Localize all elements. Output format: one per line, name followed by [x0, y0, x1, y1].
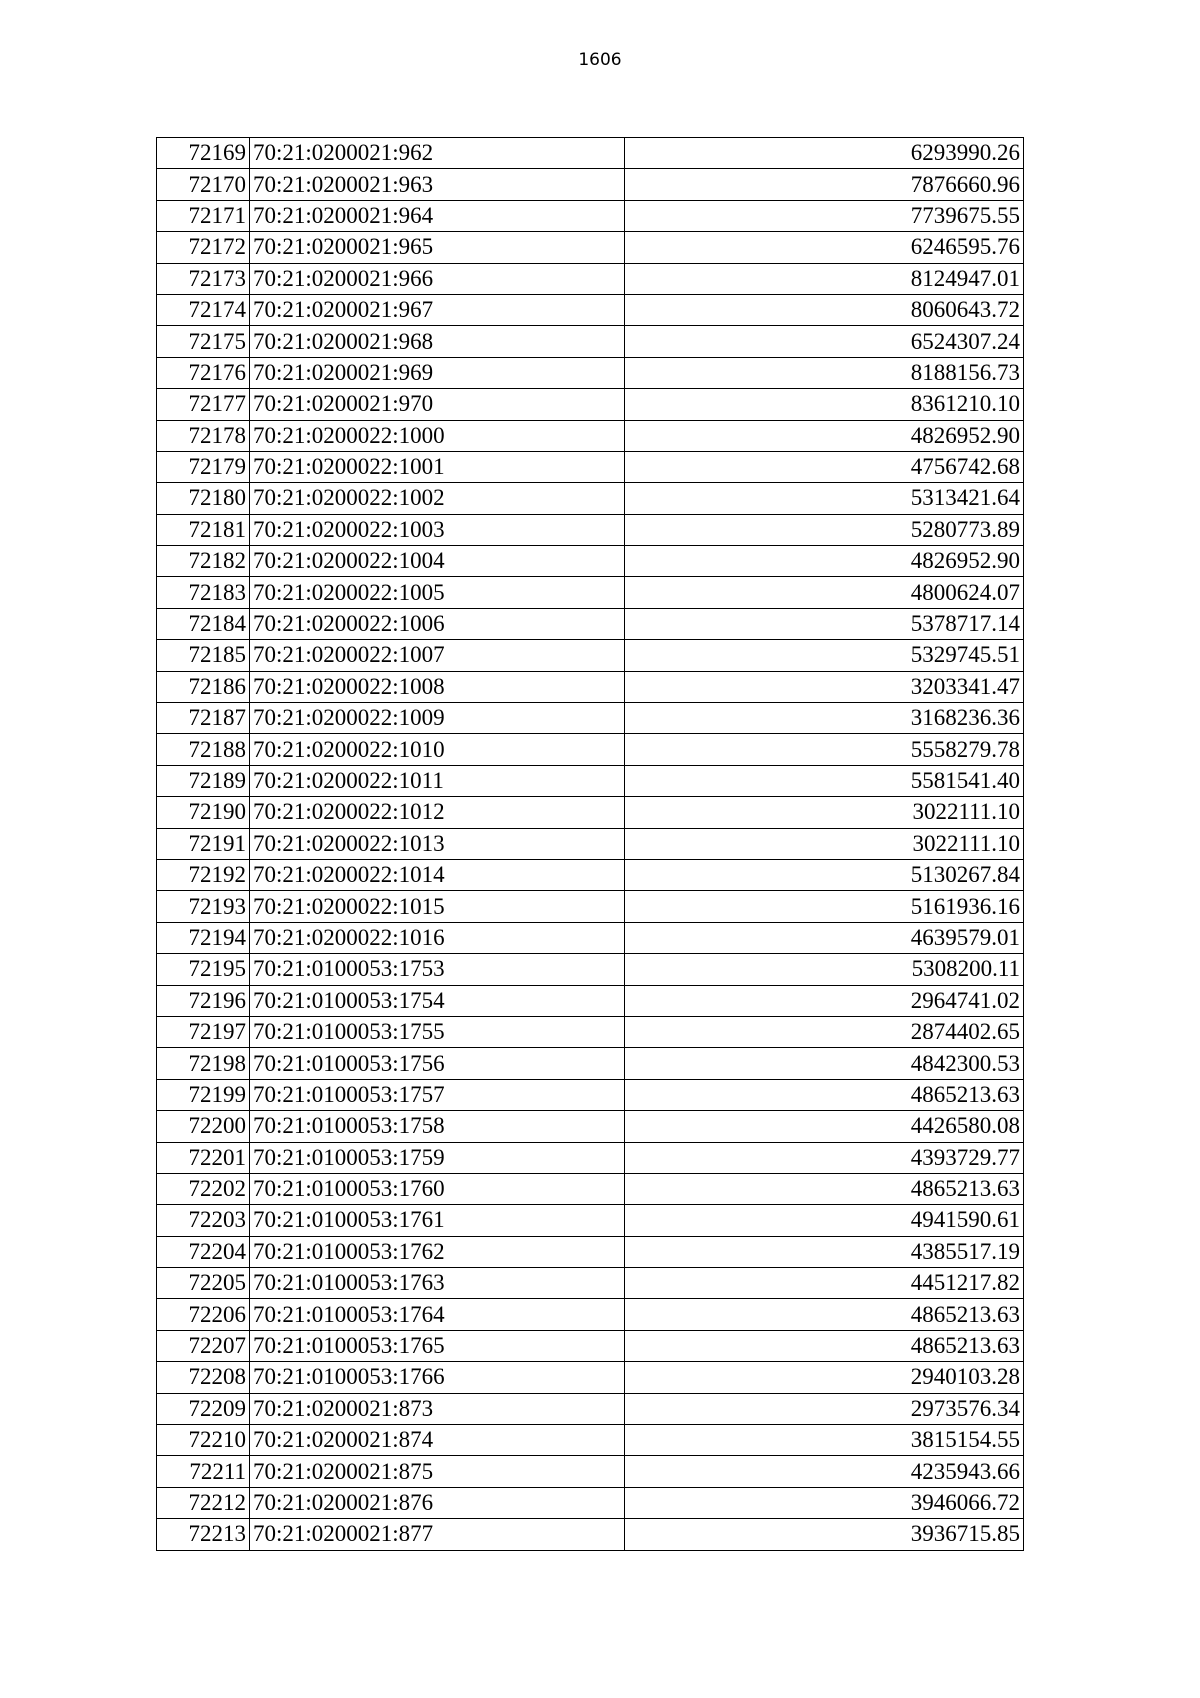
cadastral-number-cell: 70:21:0200022:1002	[250, 483, 625, 514]
row-number-cell: 72170	[157, 169, 250, 200]
table-row	[157, 891, 1024, 922]
cadastral-value-cell: 7739675.55	[625, 200, 1024, 231]
table-row	[157, 169, 1024, 200]
row-number-cell: 72185	[157, 640, 250, 671]
row-number-cell: 72191	[157, 828, 250, 859]
table-row	[157, 828, 1024, 859]
cadastral-value-cell: 5558279.78	[625, 734, 1024, 765]
cadastral-value-cell: 2940103.28	[625, 1362, 1024, 1393]
table-row	[157, 1048, 1024, 1079]
cadastral-value-cell: 3168236.36	[625, 703, 1024, 734]
row-number-cell: 72169	[157, 138, 250, 169]
cadastral-value-cell: 4842300.53	[625, 1048, 1024, 1079]
row-number-cell: 72172	[157, 232, 250, 263]
table-row	[157, 1456, 1024, 1487]
row-number-cell: 72207	[157, 1330, 250, 1361]
table-row	[157, 451, 1024, 482]
row-number-cell: 72183	[157, 577, 250, 608]
cadastral-number-cell: 70:21:0100053:1762	[250, 1236, 625, 1267]
row-number-cell: 72203	[157, 1205, 250, 1236]
cadastral-value-cell: 4865213.63	[625, 1299, 1024, 1330]
cadastral-number-cell: 70:21:0100053:1756	[250, 1048, 625, 1079]
cadastral-number-cell: 70:21:0200022:1008	[250, 671, 625, 702]
row-number-cell: 72186	[157, 671, 250, 702]
table-row	[157, 389, 1024, 420]
cadastral-value-cell: 4426580.08	[625, 1111, 1024, 1142]
table-row	[157, 1393, 1024, 1424]
cadastral-number-cell: 70:21:0200022:1010	[250, 734, 625, 765]
row-number-cell: 72178	[157, 420, 250, 451]
table-row	[157, 357, 1024, 388]
cadastral-value-cell: 2874402.65	[625, 1016, 1024, 1047]
table-row	[157, 859, 1024, 890]
row-number-cell: 72180	[157, 483, 250, 514]
cadastral-value-cell: 3936715.85	[625, 1519, 1024, 1550]
cadastral-value-cell: 2964741.02	[625, 985, 1024, 1016]
cadastral-value-cell: 5130267.84	[625, 859, 1024, 890]
row-number-cell: 72208	[157, 1362, 250, 1393]
row-number-cell: 72213	[157, 1519, 250, 1550]
table-row	[157, 1487, 1024, 1518]
cadastral-number-cell: 70:21:0200022:1006	[250, 608, 625, 639]
cadastral-number-cell: 70:21:0200021:969	[250, 357, 625, 388]
table-row	[157, 1079, 1024, 1110]
cadastral-number-cell: 70:21:0200022:1014	[250, 859, 625, 890]
cadastral-value-cell: 3815154.55	[625, 1425, 1024, 1456]
cadastral-value-cell: 6524307.24	[625, 326, 1024, 357]
table-row	[157, 1016, 1024, 1047]
table-row	[157, 985, 1024, 1016]
row-number-cell: 72179	[157, 451, 250, 482]
cadastral-value-cell: 5280773.89	[625, 514, 1024, 545]
cadastral-number-cell: 70:21:0100053:1759	[250, 1142, 625, 1173]
row-number-cell: 72211	[157, 1456, 250, 1487]
cadastral-number-cell: 70:21:0200021:874	[250, 1425, 625, 1456]
table-row	[157, 1519, 1024, 1550]
cadastral-value-cell: 5313421.64	[625, 483, 1024, 514]
table-row	[157, 263, 1024, 294]
cadastral-value-cell: 3203341.47	[625, 671, 1024, 702]
row-number-cell: 72205	[157, 1268, 250, 1299]
cadastral-number-cell: 70:21:0200022:1009	[250, 703, 625, 734]
cadastral-value-cell: 3022111.10	[625, 797, 1024, 828]
table-row	[157, 797, 1024, 828]
table-row	[157, 1299, 1024, 1330]
cadastral-value-cell: 2973576.34	[625, 1393, 1024, 1424]
row-number-cell: 72201	[157, 1142, 250, 1173]
cadastral-number-cell: 70:21:0200021:876	[250, 1487, 625, 1518]
cadastral-number-cell: 70:21:0200022:1005	[250, 577, 625, 608]
cadastral-number-cell: 70:21:0200021:963	[250, 169, 625, 200]
cadastral-number-cell: 70:21:0100053:1755	[250, 1016, 625, 1047]
table-row	[157, 1362, 1024, 1393]
cadastral-value-cell: 7876660.96	[625, 169, 1024, 200]
table-row	[157, 1173, 1024, 1204]
cadastral-value-cell: 4865213.63	[625, 1079, 1024, 1110]
row-number-cell: 72197	[157, 1016, 250, 1047]
table-row	[157, 954, 1024, 985]
cadastral-value-cell: 3022111.10	[625, 828, 1024, 859]
cadastral-number-cell: 70:21:0100053:1754	[250, 985, 625, 1016]
cadastral-value-cell: 6293990.26	[625, 138, 1024, 169]
row-number-cell: 72210	[157, 1425, 250, 1456]
table-row	[157, 608, 1024, 639]
table-row	[157, 1111, 1024, 1142]
cadastral-number-cell: 70:21:0100053:1760	[250, 1173, 625, 1204]
row-number-cell: 72190	[157, 797, 250, 828]
cadastral-value-cell: 4393729.77	[625, 1142, 1024, 1173]
cadastral-number-cell: 70:21:0200022:1007	[250, 640, 625, 671]
row-number-cell: 72174	[157, 294, 250, 325]
cadastral-number-cell: 70:21:0200021:970	[250, 389, 625, 420]
cadastral-value-cell: 4235943.66	[625, 1456, 1024, 1487]
table-row	[157, 1425, 1024, 1456]
cadastral-number-cell: 70:21:0200021:873	[250, 1393, 625, 1424]
row-number-cell: 72212	[157, 1487, 250, 1518]
row-number-cell: 72188	[157, 734, 250, 765]
table-row	[157, 232, 1024, 263]
row-number-cell: 72202	[157, 1173, 250, 1204]
table-row	[157, 734, 1024, 765]
cadastral-value-cell: 4385517.19	[625, 1236, 1024, 1267]
cadastral-value-cell: 4826952.90	[625, 546, 1024, 577]
table-row	[157, 922, 1024, 953]
cadastral-value-cell: 5581541.40	[625, 765, 1024, 796]
table-row	[157, 1205, 1024, 1236]
cadastral-value-cell: 8361210.10	[625, 389, 1024, 420]
cadastral-number-cell: 70:21:0200022:1016	[250, 922, 625, 953]
cadastral-value-cell: 4451217.82	[625, 1268, 1024, 1299]
row-number-cell: 72209	[157, 1393, 250, 1424]
cadastral-value-cell: 5161936.16	[625, 891, 1024, 922]
cadastral-number-cell: 70:21:0100053:1753	[250, 954, 625, 985]
table-row	[157, 326, 1024, 357]
cadastral-number-cell: 70:21:0100053:1763	[250, 1268, 625, 1299]
cadastral-number-cell: 70:21:0200021:967	[250, 294, 625, 325]
cadastral-number-cell: 70:21:0200022:1000	[250, 420, 625, 451]
cadastral-number-cell: 70:21:0200022:1015	[250, 891, 625, 922]
row-number-cell: 72194	[157, 922, 250, 953]
cadastral-number-cell: 70:21:0200021:964	[250, 200, 625, 231]
cadastral-number-cell: 70:21:0200021:968	[250, 326, 625, 357]
cadastral-value-cell: 5329745.51	[625, 640, 1024, 671]
cadastral-value-cell: 4941590.61	[625, 1205, 1024, 1236]
row-number-cell: 72177	[157, 389, 250, 420]
cadastral-value-table	[156, 137, 1024, 1551]
cadastral-value-cell: 3946066.72	[625, 1487, 1024, 1518]
row-number-cell: 72193	[157, 891, 250, 922]
cadastral-value-cell: 4865213.63	[625, 1330, 1024, 1361]
cadastral-value-cell: 4826952.90	[625, 420, 1024, 451]
cadastral-number-cell: 70:21:0100053:1764	[250, 1299, 625, 1330]
cadastral-value-cell: 4800624.07	[625, 577, 1024, 608]
row-number-cell: 72198	[157, 1048, 250, 1079]
row-number-cell: 72192	[157, 859, 250, 890]
table-row	[157, 138, 1024, 169]
row-number-cell: 72206	[157, 1299, 250, 1330]
cadastral-value-cell: 8060643.72	[625, 294, 1024, 325]
cadastral-number-cell: 70:21:0200021:965	[250, 232, 625, 263]
cadastral-number-cell: 70:21:0100053:1758	[250, 1111, 625, 1142]
table-row	[157, 671, 1024, 702]
table-row	[157, 420, 1024, 451]
cadastral-value-cell: 5308200.11	[625, 954, 1024, 985]
row-number-cell: 72196	[157, 985, 250, 1016]
cadastral-value-cell: 4756742.68	[625, 451, 1024, 482]
cadastral-value-cell: 8124947.01	[625, 263, 1024, 294]
row-number-cell: 72189	[157, 765, 250, 796]
row-number-cell: 72173	[157, 263, 250, 294]
table-row	[157, 546, 1024, 577]
cadastral-number-cell: 70:21:0200022:1004	[250, 546, 625, 577]
table-row	[157, 1268, 1024, 1299]
cadastral-number-cell: 70:21:0200022:1012	[250, 797, 625, 828]
cadastral-number-cell: 70:21:0200022:1013	[250, 828, 625, 859]
row-number-cell: 72200	[157, 1111, 250, 1142]
cadastral-value-cell: 5378717.14	[625, 608, 1024, 639]
cadastral-number-cell: 70:21:0200021:966	[250, 263, 625, 294]
table-row	[157, 1142, 1024, 1173]
row-number-cell: 72195	[157, 954, 250, 985]
cadastral-number-cell: 70:21:0200022:1011	[250, 765, 625, 796]
table-row	[157, 483, 1024, 514]
table-row	[157, 703, 1024, 734]
cadastral-number-cell: 70:21:0200022:1003	[250, 514, 625, 545]
cadastral-value-cell: 4865213.63	[625, 1173, 1024, 1204]
table-row	[157, 1330, 1024, 1361]
cadastral-number-cell: 70:21:0100053:1757	[250, 1079, 625, 1110]
row-number-cell: 72175	[157, 326, 250, 357]
table-row	[157, 1236, 1024, 1267]
cadastral-number-cell: 70:21:0200021:877	[250, 1519, 625, 1550]
row-number-cell: 72171	[157, 200, 250, 231]
table-row	[157, 640, 1024, 671]
table-row	[157, 577, 1024, 608]
row-number-cell: 72176	[157, 357, 250, 388]
row-number-cell: 72184	[157, 608, 250, 639]
cadastral-number-cell: 70:21:0100053:1766	[250, 1362, 625, 1393]
cadastral-value-cell: 6246595.76	[625, 232, 1024, 263]
table-body	[157, 138, 1024, 1551]
page-number: 1606	[578, 50, 622, 70]
row-number-cell: 72204	[157, 1236, 250, 1267]
cadastral-number-cell: 70:21:0200021:875	[250, 1456, 625, 1487]
cadastral-number-cell: 70:21:0200022:1001	[250, 451, 625, 482]
cadastral-value-cell: 8188156.73	[625, 357, 1024, 388]
row-number-cell: 72182	[157, 546, 250, 577]
cadastral-value-cell: 4639579.01	[625, 922, 1024, 953]
table-row	[157, 200, 1024, 231]
row-number-cell: 72187	[157, 703, 250, 734]
row-number-cell: 72181	[157, 514, 250, 545]
table-row	[157, 514, 1024, 545]
table-row	[157, 294, 1024, 325]
table-row	[157, 765, 1024, 796]
cadastral-number-cell: 70:21:0100053:1765	[250, 1330, 625, 1361]
cadastral-number-cell: 70:21:0100053:1761	[250, 1205, 625, 1236]
row-number-cell: 72199	[157, 1079, 250, 1110]
cadastral-number-cell: 70:21:0200021:962	[250, 138, 625, 169]
